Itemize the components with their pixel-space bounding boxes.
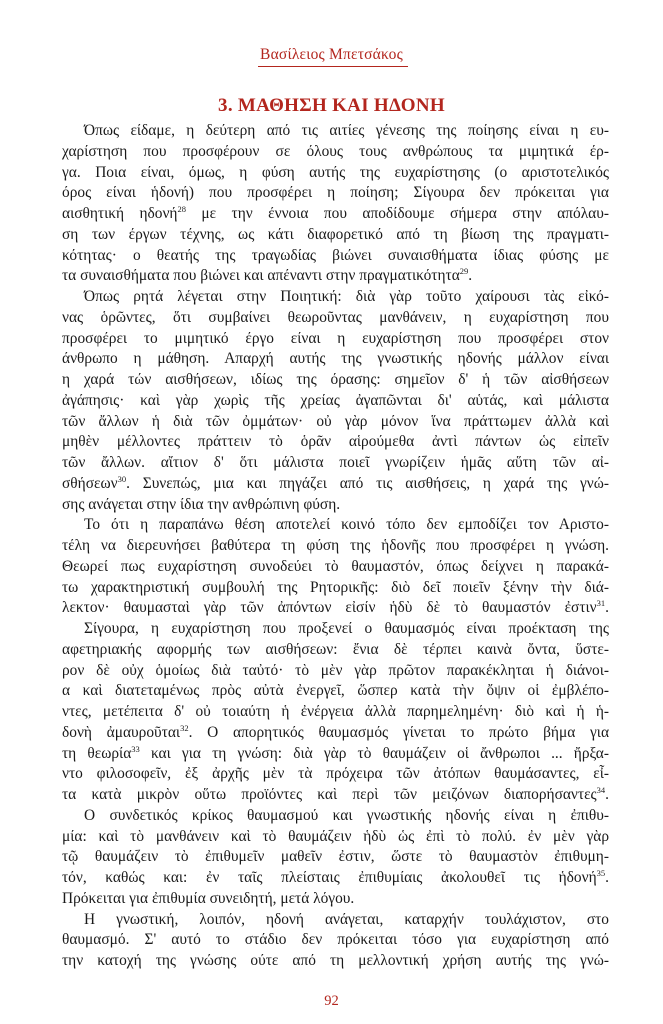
text-line: Όπως ρητά λέγεται στην Ποιητική: διὰ γὰρ τοῦτο χαίρουσι τὰς εἰκό- — [84, 288, 609, 305]
text-line: σης ανάγεται στην ίδια την ανθρώπινη φύση. — [62, 495, 341, 513]
footnote-ref: 28 — [177, 204, 186, 214]
footnote-ref: 33 — [131, 743, 140, 754]
text-line: η χαρά τών αισθήσεων, ιδίως της όρασης: σημεῖον δ' ἡ τῶν αἰσθήσεων — [62, 371, 609, 388]
text-line: ρον δὲ οὐχ ὁμοίως διὰ ταὐτό· τὸ μὲν γὰρ πρῶτον παρακέκληται ἡ διάνοι- — [62, 661, 609, 679]
text-line: όρος είναι ἡδονή) που προσφέρει η ποίηση; Σίγουρα δεν πρόκειται για — [62, 184, 609, 202]
running-head-rule — [258, 66, 408, 67]
text-line: τα κατὰ μικρὸν οὕτω προϊόντες καὶ περὶ τῶν μειζόνων διαπορήσαντες$^{34}$. — [62, 785, 609, 803]
footnote-ref: 32 — [180, 722, 189, 733]
text-line: Σίγουρα, η ευχαρίστηση που προξενεί ο θαυμασμός είναι προέκταση της — [84, 620, 609, 637]
text-line: ἀγάπησις· καὶ γὰρ χωρὶς τῆς χρείας ἀγαπῶνται δι' αὑτάς, καὶ μάλιστα — [62, 391, 609, 409]
chapter-title: 3. ΜΑΘΗΣΗ ΚΑΙ ΗΔΟΝΗ — [218, 95, 445, 116]
text-line: την κατοχή της γνώσης ούτε από τη μελλοντική χρήση αυτής της γνώ- — [62, 952, 609, 969]
footnote-ref: 29 — [459, 266, 469, 277]
body-text — [62, 121, 609, 972]
text-line: θαυμασμό. Σ' αυτό το στάδιο δεν πρόκειται τόσο για ευχαρίστηση από — [62, 931, 609, 949]
text-line: μία: καὶ τὸ μανθάνειν καὶ τὸ θαυμάζειν ἡδὺ ὡς ἐπὶ τὸ πολύ. ἐν μὲν γὰρ — [62, 827, 609, 845]
text-line: τῶν ἄλλων. αἴτιον δ' ὅτι μάλιστα ποιεῖ γνωρίζειν ἡμᾶς αὕτη τῶν αἰ- — [62, 454, 609, 471]
text-line: αισθητική ηδονή$^{28}$ με την έννοια που αποδίδουμε σήμερα στην απόλαυ- — [62, 204, 609, 222]
text-line: Το ότι η παραπάνω θέση αποτελεί κοινό τόπο δεν εμποδίζει τον Αριστο- — [84, 516, 609, 534]
text-line: ση των έργων τέχνης, ως κάτι διαφορετικό από τη βίωση της πραγματι- — [62, 225, 609, 243]
text-line: τῷ θαυμάζειν τὸ ἐπιθυμεῖν μαθεῖν ἐστιν, ὥστε τὸ θαυμαστὸν ἐπιθυμη- — [62, 848, 609, 866]
text-line: σθήσεων$^{30}$. Συνεπώς, μια και πηγάζει από τις αισθήσεις, η χαρά της γνώ- — [62, 473, 609, 492]
text-line: ντο φιλοσοφεῖν, ἐξ ἀρχῆς μὲν τὰ πρόχειρα τῶν ἀτόπων θαυμάσαντες, εἶ- — [62, 765, 609, 783]
text-line: κότητας· ο θεατής της τραγωδίας βιώνει συναισθήματα ίδιας φύσης με — [62, 246, 609, 264]
text-line: άνθρωπο η μάθηση. Απαρχή αυτής της γνωστικής ηδονής μάλλον είναι — [62, 350, 609, 368]
page-number: 92 — [324, 993, 339, 1009]
footnote-ref: 31 — [596, 598, 606, 609]
text-line: τη θεωρία$^{33}$ και για τη γνώση: διὰ γὰρ τὸ θαυμάζειν οἱ ἄνθρωποι ... ἤρξα- — [62, 743, 609, 762]
text-line: Πρόκειται για ἐπιθυμία συνειδητή, μετά λόγου. — [62, 889, 355, 907]
text-line: τέλη να διερευνήσει βαθύτερα τη φύση της ἡδονῆς που προσφέρει η γνώση. — [62, 537, 609, 554]
running-head-author: Βασίλειος Μπετσάκος — [260, 46, 403, 63]
footnote-ref: 30 — [117, 473, 127, 484]
text-line: τω χαρακτηριστική συμβουλή της Ρητορικῆς: διὸ δεῖ ποιεῖν ξένην τὴν διά- — [62, 578, 609, 596]
text-line: λεκτον· θαυμασταὶ γὰρ τῶν ἀπόντων εἰσίν ἡδὺ δὲ τὸ θαυμαστόν ἐστιν$^{31}$. — [62, 598, 609, 617]
text-line: δονὴ ἀμαυροῦται$^{32}$. Ο απορητικός θαυμασμός γίνεται το πρώτο βήμα για — [62, 722, 610, 741]
text-line: Θεωρεί πως ευχαρίστηση συνοδεύει τὸ θαυμαστόν, όπως δείχνει η παρακά- — [62, 557, 609, 575]
text-line: τῶν ἄλλων ἡ διὰ τῶν ὀμμάτων· οὐ γὰρ μόνον ἵνα πράττωμεν ἀλλὰ καὶ — [62, 412, 609, 430]
text-line: ντες, μετέπειτα δ' οὐ τοιαύτη ἡ ἐνέργεια ἀλλὰ παρημελημένη· διὸ καὶ ἡ ἡ- — [62, 703, 609, 720]
text-line: νας ὁρῶντες, ὅτι συμβαίνει θεωροῦντας μανθάνειν, η ευχαρίστηση που — [62, 308, 609, 326]
text-line: χαρίστηση που προσφέρουν σε όλους τους ανθρώπους τα μιμητικά έρ- — [62, 142, 609, 160]
text-line: α καὶ διατεταμένως πρὸς αὐτὰ ἐνεργεῖ, ὥσπερ κατὰ τὴν ὄψιν οἱ ἐμβλέπο- — [62, 682, 609, 700]
text-line: Η γνωστική, λοιπόν, ηδονή ανάγεται, καταρχήν τουλάχιστον, στο — [84, 910, 609, 928]
text-line: Ο συνδετικός κρίκος θαυμασμού και γνωστικής ηδονής είναι η ἐπιθυ- — [84, 806, 609, 824]
footnote-ref: 34 — [596, 785, 606, 795]
footnote-ref: 35 — [596, 868, 606, 878]
text-line: προσφέρει το μιμητικό έργο είναι η ευχαρίστηση που προσφέρει στον — [62, 329, 609, 347]
text-line: αφετηριακής αφορμής των αισθήσεων: ἔνια δὲ τέρπει καινὰ ὄντα, ὕστε- — [62, 640, 609, 658]
text-line: μηθὲν μέλλοντες πράττειν τὸ ὁρᾶν αἱρούμεθα ἀντὶ πάντων ὡς εἰπεῖν — [62, 433, 609, 451]
text-line: τόν, καθώς και: ἐν ταῖς πλείσταις ἐπιθυμίαις ἀκολουθεῖ τις ἡδονή$^{35}$. — [62, 868, 609, 886]
text-line: Όπως είδαμε, η δεύτερη από τις αιτίες γένεσης της ποίησης είναι η ευ- — [84, 122, 609, 139]
text-line: τα συναισθήματα που βιώνει και απέναντι στην πραγματικότητα$^{29}$. — [62, 266, 473, 285]
text-line: γα. Ποια είναι, όμως, η φύση αυτής της ευχαρίστησης (ο αριστοτελικός — [62, 163, 609, 181]
